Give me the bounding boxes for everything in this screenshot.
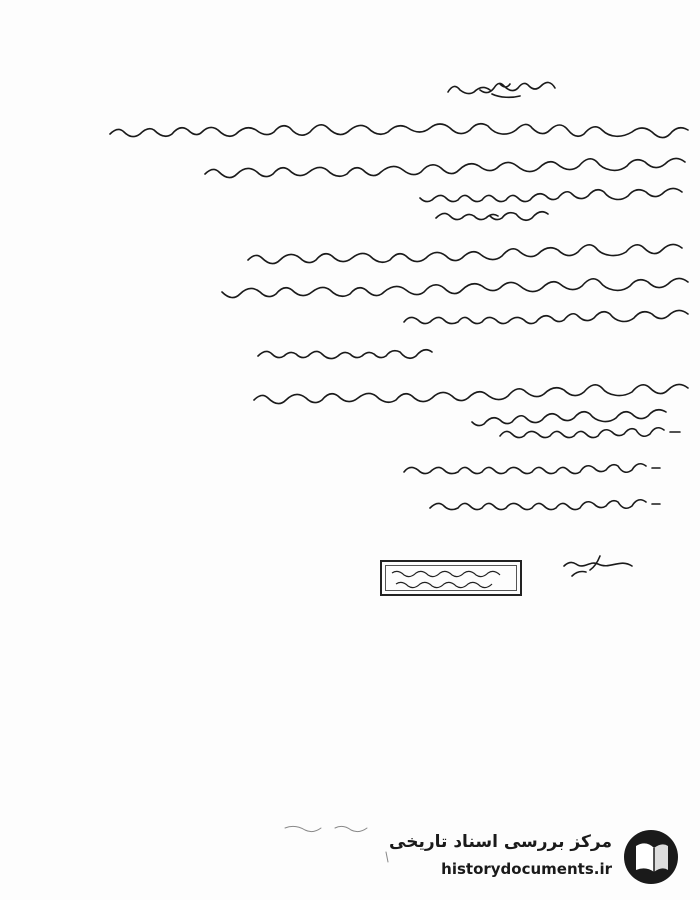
watermark-title: مرکز بررسی اسناد تاریخی bbox=[389, 832, 612, 852]
stamp bbox=[380, 560, 522, 596]
handwritten-line-9 bbox=[258, 350, 432, 359]
watermark-url: historydocuments.ir bbox=[441, 860, 612, 878]
handwritten-line-4 bbox=[420, 188, 682, 201]
handwritten-item-2 bbox=[404, 464, 660, 474]
handwritten-line-1 bbox=[448, 82, 555, 97]
handwritten-line-5 bbox=[436, 212, 548, 221]
handwritten-line-7 bbox=[222, 278, 688, 297]
handwritten-item-1 bbox=[500, 428, 680, 438]
handwritten-item-3 bbox=[430, 500, 660, 510]
handwritten-line-11 bbox=[472, 410, 666, 426]
handwritten-line-3 bbox=[205, 158, 685, 177]
stamp-lettering bbox=[382, 562, 520, 594]
handwritten-line-2 bbox=[110, 124, 688, 138]
handwritten-line-8 bbox=[404, 310, 688, 323]
book-logo-icon bbox=[622, 828, 680, 886]
handwritten-line-6 bbox=[248, 244, 682, 263]
faint-marks bbox=[285, 826, 388, 862]
handwritten-signature bbox=[564, 556, 632, 576]
handwritten-line-10 bbox=[254, 384, 688, 403]
watermark bbox=[389, 822, 686, 892]
